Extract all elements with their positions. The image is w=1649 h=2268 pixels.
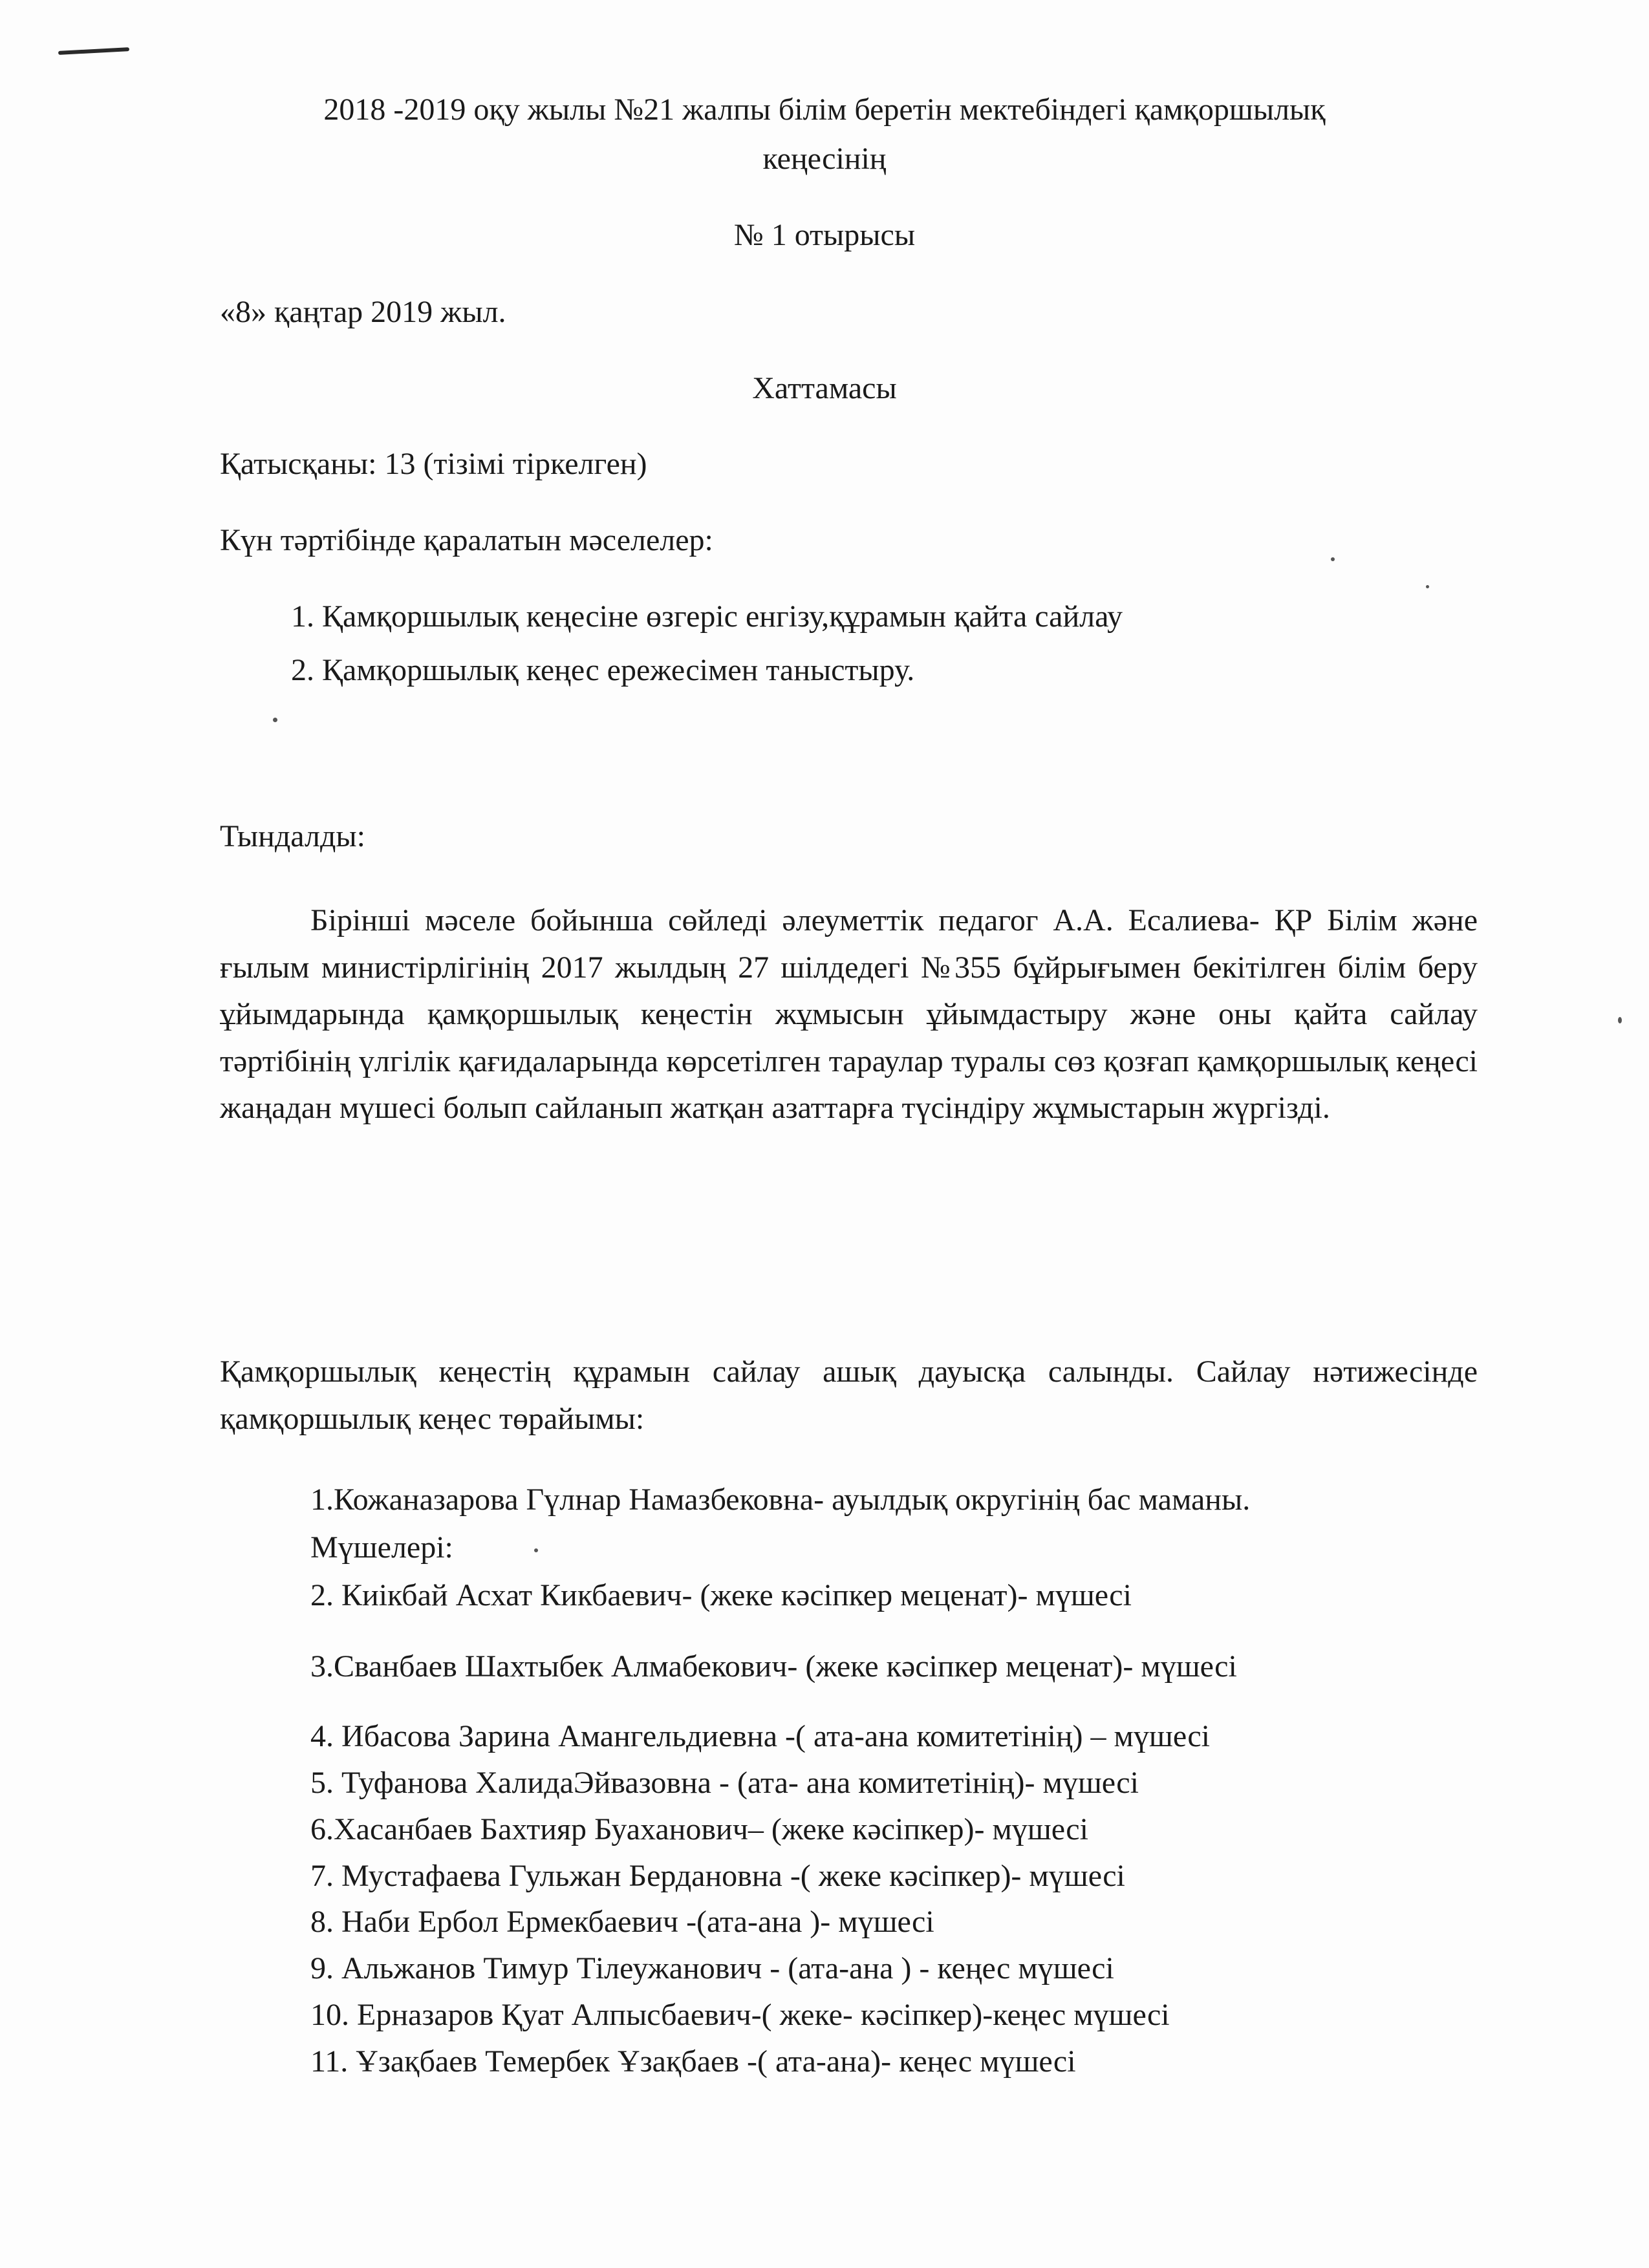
chair-entry: 1.Кожаназарова Гүлнар Намазбековна- ауылдық округінің бас маманы. (310, 1482, 1251, 1517)
scan-speck (1618, 1017, 1622, 1023)
agenda-item: 1. Қамқоршылық кеңесіне өзгеріс енгізу,құрамын қайта сайлау (291, 599, 1123, 634)
scan-speck (1331, 557, 1335, 561)
members-heading: Мүшелері: (310, 1530, 453, 1565)
member-entry: 7. Мустафаева Гульжан Бердановна -( жеке кәсіпкер)- мүшесі (310, 1859, 1125, 1893)
member-entry: 6.Хасанбаев Бахтияр Буаханович– (жеке кәсіпкер)- мүшесі (310, 1812, 1088, 1846)
member-entry: 9. Альжанов Тимур Тілеужанович - (ата-ана ) - кеңес мүшесі (310, 1951, 1114, 1985)
paragraph-election (220, 1349, 1478, 1442)
scan-artifact-mark (58, 47, 129, 55)
member-entry: 4. Ибасова Зарина Амангельдиевна -( ата-ана комитетінің) – мүшесі (310, 1719, 1211, 1753)
member-entry: 2. Киікбай Асхат Кикбаевич- (жеке кәсіпкер меценат)- мүшесі (310, 1578, 1132, 1612)
member-entry: 8. Наби Ербол Ермекбаевич -(ата-ана )- мүшесі (310, 1905, 934, 1939)
member-entry: 10. Ерназаров Қуат Алпысбаевич-( жеке- кәсіпкер)-кеңес мүшесі (310, 1998, 1170, 2032)
agenda-item: 2. Қамқоршылық кеңес ережесімен таныстыру. (291, 653, 915, 687)
member-entry: 5. Туфанова ХалидаЭйвазовна - (ата- ана комитетінің)- мүшесі (310, 1766, 1139, 1800)
attendance-line: Қатысқаны: 13 (тізімі тіркелген) (220, 447, 647, 481)
scan-speck (1426, 585, 1429, 588)
document-title-line1: 2018 -2019 оқу жылы №21 жалпы білім беретін мектебіндегі қамқоршылық (323, 92, 1326, 127)
scan-speck (273, 718, 277, 722)
meeting-date: «8» қаңтар 2019 жыл. (220, 295, 506, 329)
heard-heading: Тындалды: (220, 819, 365, 853)
document-title-line2: кеңесінің (762, 142, 887, 176)
paragraph-speaker-report (220, 897, 1478, 1132)
member-entry: 3.Сванбаев Шахтыбек Алмабекович- (жеке кәсіпкер меценат)- мүшесі (310, 1649, 1237, 1684)
scan-speck (534, 1548, 538, 1552)
paragraph-text: Қамқоршылық кеңестің құрамын сайлау ашық дауысқа салынды. Сайлау нәтижесінде қамқоршылық кеңес төрайымы: (220, 1354, 1478, 1436)
agenda-heading: Күн тәртібінде қаралатын мәселелер: (220, 523, 713, 557)
paragraph-text: Бірінші мәселе бойынша сөйледі әлеуметтік педагог А.А. Есалиева- ҚР Білім және ғылым министірлігінің 2017 жылдың 27 шілдедегі №355 бұйрығымен бекітілген білім беру ұйымдарында қамқоршылық кеңестін жұмысын ұйымдастыру және оны қайта сайлау тәртібінің үлгілік қағидаларында көрсетілген тараулар туралы сөз қозғап қамқоршылық кеңесі жаңадан мүшесі болып сайланып жатқан азаттарға түсіндіру жұмыстарын жүргізді. (220, 903, 1478, 1125)
protocol-heading: Хаттамасы (752, 371, 897, 405)
member-entry: 11. Ұзақбаев Темербек Ұзақбаев -( ата-ана)- кеңес мүшесі (310, 2044, 1076, 2079)
meeting-number: № 1 отырысы (733, 218, 916, 252)
